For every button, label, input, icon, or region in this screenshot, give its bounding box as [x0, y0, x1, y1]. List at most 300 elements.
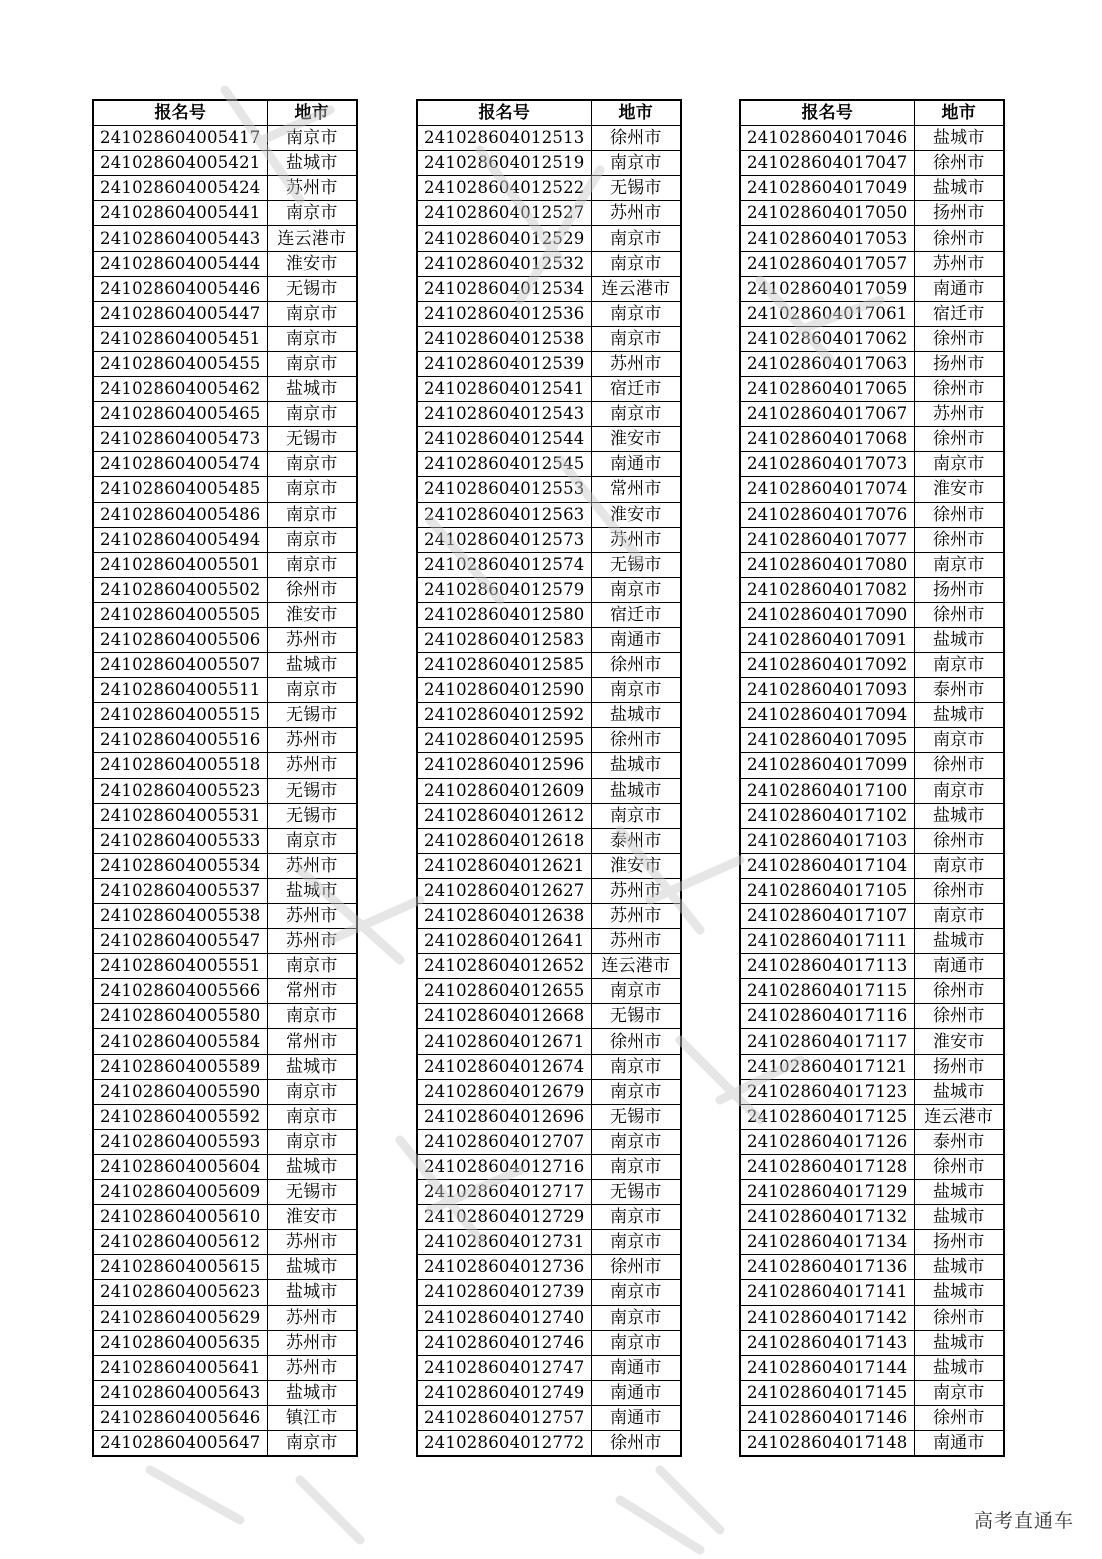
- city-cell: 南京市: [591, 803, 681, 828]
- city-cell: 徐州市: [591, 728, 681, 753]
- table-row: [93, 377, 357, 402]
- city-cell: 南京市: [267, 1129, 357, 1154]
- table-row: [93, 552, 357, 577]
- table-row: [740, 678, 1004, 703]
- table-row: [417, 1029, 681, 1054]
- registration-number-cell: 241028604005507: [93, 653, 267, 678]
- registration-number-cell: 241028604005629: [93, 1305, 267, 1330]
- table-header-row: [417, 100, 681, 126]
- city-cell: 徐州市: [591, 1430, 681, 1456]
- table-row: [93, 502, 357, 527]
- city-cell: 盐城市: [914, 703, 1004, 728]
- table-row: [93, 577, 357, 602]
- city-cell: 徐州市: [914, 226, 1004, 251]
- table-row: [417, 1129, 681, 1154]
- registration-number-cell: 241028604017092: [740, 653, 914, 678]
- city-cell: 无锡市: [591, 176, 681, 201]
- table-row: [93, 1205, 357, 1230]
- registration-number-cell: 241028604005609: [93, 1180, 267, 1205]
- city-cell: 徐州市: [914, 828, 1004, 853]
- registration-number-cell: 241028604017065: [740, 377, 914, 402]
- table-row: [740, 452, 1004, 477]
- table-row: [93, 226, 357, 251]
- city-cell: 南通市: [591, 1355, 681, 1380]
- city-cell: 无锡市: [267, 427, 357, 452]
- table-row: [93, 627, 357, 652]
- registration-number-cell: 241028604012538: [417, 326, 591, 351]
- table-row: [93, 176, 357, 201]
- registration-number-cell: 241028604017148: [740, 1430, 914, 1456]
- table-row: [93, 1330, 357, 1355]
- table-row: [417, 326, 681, 351]
- table-row: [740, 1230, 1004, 1255]
- registration-number-cell: 241028604017144: [740, 1355, 914, 1380]
- table-row: [740, 602, 1004, 627]
- registration-number-cell: 241028604005647: [93, 1430, 267, 1456]
- city-cell: 盐城市: [267, 377, 357, 402]
- city-cell: 苏州市: [267, 1305, 357, 1330]
- registration-number-cell: 241028604005451: [93, 326, 267, 351]
- roster-table-2: [416, 99, 682, 1457]
- registration-number-cell: 241028604017143: [740, 1330, 914, 1355]
- header-registration-number: 报名号: [740, 100, 914, 126]
- registration-number-cell: 241028604017128: [740, 1154, 914, 1179]
- registration-number-cell: 241028604012641: [417, 929, 591, 954]
- table-row: [740, 703, 1004, 728]
- city-cell: 无锡市: [267, 803, 357, 828]
- registration-number-cell: 241028604012668: [417, 1004, 591, 1029]
- table-row: [93, 1305, 357, 1330]
- table-row: [93, 527, 357, 552]
- city-cell: 苏州市: [591, 351, 681, 376]
- table-row: [93, 1405, 357, 1430]
- table-row: [740, 251, 1004, 276]
- registration-number-cell: 241028604017063: [740, 351, 914, 376]
- registration-number-cell: 241028604017126: [740, 1129, 914, 1154]
- registration-number-cell: 241028604005485: [93, 477, 267, 502]
- table-row: [417, 753, 681, 778]
- city-cell: 盐城市: [914, 803, 1004, 828]
- table-row: [93, 126, 357, 151]
- table-row: [93, 728, 357, 753]
- registration-number-cell: 241028604017115: [740, 979, 914, 1004]
- table-row: [93, 954, 357, 979]
- table-row: [740, 577, 1004, 602]
- registration-number-cell: 241028604012536: [417, 301, 591, 326]
- registration-number-cell: 241028604017047: [740, 151, 914, 176]
- city-cell: 南京市: [591, 1079, 681, 1104]
- registration-number-cell: 241028604017104: [740, 853, 914, 878]
- city-cell: 宿迁市: [591, 602, 681, 627]
- table-row: [740, 803, 1004, 828]
- registration-number-cell: 241028604017125: [740, 1104, 914, 1129]
- table-row: [417, 954, 681, 979]
- registration-number-cell: 241028604005515: [93, 703, 267, 728]
- table-row: [740, 502, 1004, 527]
- registration-number-cell: 241028604005462: [93, 377, 267, 402]
- table-row: [740, 1180, 1004, 1205]
- table-row: [93, 853, 357, 878]
- registration-number-cell: 241028604005604: [93, 1154, 267, 1179]
- city-cell: 南通市: [591, 1380, 681, 1405]
- registration-number-cell: 241028604005615: [93, 1255, 267, 1280]
- registration-number-cell: 241028604017100: [740, 778, 914, 803]
- city-cell: 南京市: [267, 502, 357, 527]
- table-row: [93, 678, 357, 703]
- registration-number-cell: 241028604005465: [93, 402, 267, 427]
- table-row: [93, 1079, 357, 1104]
- registration-number-cell: 241028604017091: [740, 627, 914, 652]
- registration-number-cell: 241028604005590: [93, 1079, 267, 1104]
- table-row: [93, 1380, 357, 1405]
- table-row: [740, 1380, 1004, 1405]
- registration-number-cell: 241028604005641: [93, 1355, 267, 1380]
- table-row: [93, 1154, 357, 1179]
- table-row: [417, 929, 681, 954]
- registration-number-cell: 241028604017111: [740, 929, 914, 954]
- city-cell: 南京市: [267, 126, 357, 151]
- registration-number-cell: 241028604017062: [740, 326, 914, 351]
- registration-number-cell: 241028604005547: [93, 929, 267, 954]
- registration-number-cell: 241028604017117: [740, 1029, 914, 1054]
- table-row: [740, 427, 1004, 452]
- city-cell: 苏州市: [591, 929, 681, 954]
- header-city: 地市: [267, 100, 357, 126]
- table-row: [417, 1405, 681, 1430]
- table-row: [740, 954, 1004, 979]
- table-row: [93, 1054, 357, 1079]
- city-cell: 苏州市: [267, 753, 357, 778]
- city-cell: 淮安市: [267, 602, 357, 627]
- registration-number-cell: 241028604012583: [417, 627, 591, 652]
- registration-number-cell: 241028604012627: [417, 878, 591, 903]
- registration-number-cell: 241028604017103: [740, 828, 914, 853]
- table-row: [417, 728, 681, 753]
- registration-number-cell: 241028604017105: [740, 878, 914, 903]
- city-cell: 淮安市: [914, 1029, 1004, 1054]
- registration-number-cell: 241028604005533: [93, 828, 267, 853]
- registration-number-cell: 241028604005473: [93, 427, 267, 452]
- table-row: [417, 201, 681, 226]
- registration-number-cell: 241028604017068: [740, 427, 914, 452]
- city-cell: 南京市: [267, 402, 357, 427]
- table-row: [740, 653, 1004, 678]
- registration-number-cell: 241028604005455: [93, 351, 267, 376]
- city-cell: 南京市: [591, 151, 681, 176]
- table-row: [740, 1054, 1004, 1079]
- table-row: [740, 1305, 1004, 1330]
- table-row: [417, 577, 681, 602]
- city-cell: 徐州市: [914, 527, 1004, 552]
- table-row: [93, 1180, 357, 1205]
- city-cell: 苏州市: [591, 201, 681, 226]
- table-row: [740, 828, 1004, 853]
- city-cell: 盐城市: [914, 929, 1004, 954]
- table-row: [417, 427, 681, 452]
- table-row: [93, 452, 357, 477]
- city-cell: 盐城市: [914, 1079, 1004, 1104]
- registration-number-cell: 241028604005537: [93, 878, 267, 903]
- table-row: [740, 904, 1004, 929]
- table-row: [740, 377, 1004, 402]
- city-cell: 南京市: [267, 1004, 357, 1029]
- registration-number-cell: 241028604012671: [417, 1029, 591, 1054]
- table-row: [417, 1280, 681, 1305]
- city-cell: 苏州市: [914, 402, 1004, 427]
- registration-number-cell: 241028604012739: [417, 1280, 591, 1305]
- registration-number-cell: 241028604012749: [417, 1380, 591, 1405]
- table-row: [740, 1255, 1004, 1280]
- table-body: [740, 126, 1004, 1456]
- table-row: [740, 929, 1004, 954]
- registration-number-cell: 241028604012596: [417, 753, 591, 778]
- table-row: [740, 151, 1004, 176]
- registration-number-cell: 241028604017046: [740, 126, 914, 151]
- roster-table-1: [92, 99, 358, 1457]
- table-row: [417, 1430, 681, 1456]
- table-row: [417, 226, 681, 251]
- table-row: [417, 979, 681, 1004]
- city-cell: 盐城市: [267, 1255, 357, 1280]
- table-row: [417, 1079, 681, 1104]
- city-cell: 苏州市: [267, 1355, 357, 1380]
- city-cell: 淮安市: [591, 427, 681, 452]
- city-cell: 南京市: [591, 979, 681, 1004]
- city-cell: 徐州市: [914, 979, 1004, 1004]
- city-cell: 盐城市: [267, 878, 357, 903]
- city-cell: 南京市: [914, 728, 1004, 753]
- city-cell: 连云港市: [591, 276, 681, 301]
- city-cell: 南京市: [267, 326, 357, 351]
- table-row: [740, 527, 1004, 552]
- registration-number-cell: 241028604017093: [740, 678, 914, 703]
- city-cell: 南京市: [914, 853, 1004, 878]
- table-row: [93, 828, 357, 853]
- city-cell: 南京市: [267, 954, 357, 979]
- city-cell: 苏州市: [267, 728, 357, 753]
- table-row: [417, 678, 681, 703]
- table-row: [93, 929, 357, 954]
- registration-number-cell: 241028604012522: [417, 176, 591, 201]
- table-row: [93, 276, 357, 301]
- city-cell: 盐城市: [914, 1180, 1004, 1205]
- registration-number-cell: 241028604012679: [417, 1079, 591, 1104]
- table-row: [417, 301, 681, 326]
- city-cell: 南京市: [591, 301, 681, 326]
- registration-number-cell: 241028604012544: [417, 427, 591, 452]
- table-row: [417, 627, 681, 652]
- city-cell: 南京市: [914, 778, 1004, 803]
- registration-number-cell: 241028604017099: [740, 753, 914, 778]
- registration-number-cell: 241028604012740: [417, 1305, 591, 1330]
- city-cell: 南京市: [914, 904, 1004, 929]
- table-row: [740, 1355, 1004, 1380]
- city-cell: 南京市: [591, 1129, 681, 1154]
- registration-number-cell: 241028604017073: [740, 452, 914, 477]
- city-cell: 南京市: [914, 552, 1004, 577]
- city-cell: 无锡市: [267, 1180, 357, 1205]
- city-cell: 南京市: [914, 1380, 1004, 1405]
- table-body: [93, 126, 357, 1456]
- city-cell: 苏州市: [267, 1230, 357, 1255]
- city-cell: 盐城市: [591, 778, 681, 803]
- registration-number-cell: 241028604017053: [740, 226, 914, 251]
- city-cell: 南京市: [267, 828, 357, 853]
- city-cell: 南通市: [591, 627, 681, 652]
- table-row: [417, 151, 681, 176]
- city-cell: 苏州市: [267, 904, 357, 929]
- registration-number-cell: 241028604012696: [417, 1104, 591, 1129]
- registration-number-cell: 241028604005538: [93, 904, 267, 929]
- city-cell: 南京市: [914, 452, 1004, 477]
- table-row: [740, 552, 1004, 577]
- table-row: [417, 1230, 681, 1255]
- city-cell: 盐城市: [591, 753, 681, 778]
- city-cell: 徐州市: [267, 577, 357, 602]
- table-header-row: [93, 100, 357, 126]
- table-header-row: [740, 100, 1004, 126]
- city-cell: 南京市: [591, 1280, 681, 1305]
- registration-number-cell: 241028604017136: [740, 1255, 914, 1280]
- registration-number-cell: 241028604017129: [740, 1180, 914, 1205]
- city-cell: 淮安市: [267, 1205, 357, 1230]
- table-row: [740, 1280, 1004, 1305]
- registration-number-cell: 241028604012731: [417, 1230, 591, 1255]
- table-row: [93, 1230, 357, 1255]
- city-cell: 南京市: [267, 301, 357, 326]
- table-row: [740, 1004, 1004, 1029]
- registration-number-cell: 241028604012618: [417, 828, 591, 853]
- registration-number-cell: 241028604005486: [93, 502, 267, 527]
- registration-number-cell: 241028604012563: [417, 502, 591, 527]
- city-cell: 南京市: [591, 402, 681, 427]
- city-cell: 无锡市: [591, 552, 681, 577]
- city-cell: 苏州市: [591, 878, 681, 903]
- city-cell: 无锡市: [267, 276, 357, 301]
- city-cell: 扬州市: [914, 577, 1004, 602]
- registration-number-cell: 241028604012746: [417, 1330, 591, 1355]
- table-row: [417, 502, 681, 527]
- table-row: [740, 728, 1004, 753]
- city-cell: 扬州市: [914, 201, 1004, 226]
- table-row: [417, 377, 681, 402]
- city-cell: 盐城市: [267, 1154, 357, 1179]
- registration-number-cell: 241028604005518: [93, 753, 267, 778]
- table-row: [93, 904, 357, 929]
- table-row: [93, 477, 357, 502]
- table-row: [417, 251, 681, 276]
- table-row: [417, 878, 681, 903]
- table-row: [740, 979, 1004, 1004]
- registration-number-cell: 241028604005593: [93, 1129, 267, 1154]
- city-cell: 泰州市: [591, 828, 681, 853]
- registration-number-cell: 241028604012621: [417, 853, 591, 878]
- table-row: [740, 126, 1004, 151]
- registration-number-cell: 241028604005610: [93, 1205, 267, 1230]
- city-cell: 淮安市: [267, 251, 357, 276]
- registration-number-cell: 241028604012545: [417, 452, 591, 477]
- registration-number-cell: 241028604012580: [417, 602, 591, 627]
- table-row: [740, 402, 1004, 427]
- table-row: [417, 402, 681, 427]
- table-row: [93, 602, 357, 627]
- city-cell: 南京市: [267, 201, 357, 226]
- registration-number-cell: 241028604017107: [740, 904, 914, 929]
- registration-number-cell: 241028604012519: [417, 151, 591, 176]
- city-cell: 徐州市: [914, 502, 1004, 527]
- city-cell: 南通市: [591, 1405, 681, 1430]
- registration-number-cell: 241028604005506: [93, 627, 267, 652]
- registration-number-cell: 241028604005534: [93, 853, 267, 878]
- registration-number-cell: 241028604005551: [93, 954, 267, 979]
- registration-number-cell: 241028604005424: [93, 176, 267, 201]
- table-row: [740, 301, 1004, 326]
- registration-number-cell: 241028604017094: [740, 703, 914, 728]
- table-row: [740, 1029, 1004, 1054]
- registration-number-cell: 241028604005646: [93, 1405, 267, 1430]
- city-cell: 盐城市: [267, 653, 357, 678]
- city-cell: 南京市: [591, 1054, 681, 1079]
- table-row: [93, 1430, 357, 1456]
- city-cell: 徐州市: [591, 1029, 681, 1054]
- registration-number-cell: 241028604017132: [740, 1205, 914, 1230]
- table-row: [740, 1330, 1004, 1355]
- table-row: [740, 753, 1004, 778]
- registration-number-cell: 241028604005441: [93, 201, 267, 226]
- table-row: [417, 1255, 681, 1280]
- table-row: [740, 778, 1004, 803]
- registration-number-cell: 241028604012579: [417, 577, 591, 602]
- registration-number-cell: 241028604012674: [417, 1054, 591, 1079]
- table-row: [417, 1305, 681, 1330]
- registration-number-cell: 241028604005635: [93, 1330, 267, 1355]
- table-row: [740, 1405, 1004, 1430]
- registration-number-cell: 241028604012573: [417, 527, 591, 552]
- city-cell: 盐城市: [914, 1280, 1004, 1305]
- registration-number-cell: 241028604017141: [740, 1280, 914, 1305]
- city-cell: 南通市: [914, 1430, 1004, 1456]
- registration-number-cell: 241028604005505: [93, 602, 267, 627]
- table-row: [740, 627, 1004, 652]
- table-row: [93, 703, 357, 728]
- registration-number-cell: 241028604012717: [417, 1180, 591, 1205]
- city-cell: 徐州市: [914, 753, 1004, 778]
- city-cell: 南通市: [591, 452, 681, 477]
- city-cell: 南京市: [591, 1154, 681, 1179]
- table-row: [417, 351, 681, 376]
- city-cell: 盐城市: [267, 1280, 357, 1305]
- registration-number-cell: 241028604017059: [740, 276, 914, 301]
- table-row: [93, 1129, 357, 1154]
- city-cell: 苏州市: [591, 904, 681, 929]
- city-cell: 镇江市: [267, 1405, 357, 1430]
- table-row: [93, 878, 357, 903]
- registration-number-cell: 241028604005580: [93, 1004, 267, 1029]
- city-cell: 徐州市: [914, 1405, 1004, 1430]
- registration-number-cell: 241028604017074: [740, 477, 914, 502]
- registration-number-cell: 241028604017076: [740, 502, 914, 527]
- city-cell: 徐州市: [914, 151, 1004, 176]
- city-cell: 宿迁市: [914, 301, 1004, 326]
- table-row: [417, 552, 681, 577]
- city-cell: 常州市: [267, 1029, 357, 1054]
- table-row: [417, 778, 681, 803]
- table-row: [93, 201, 357, 226]
- registration-number-cell: 241028604012529: [417, 226, 591, 251]
- table-row: [93, 778, 357, 803]
- registration-number-cell: 241028604005592: [93, 1104, 267, 1129]
- city-cell: 无锡市: [267, 703, 357, 728]
